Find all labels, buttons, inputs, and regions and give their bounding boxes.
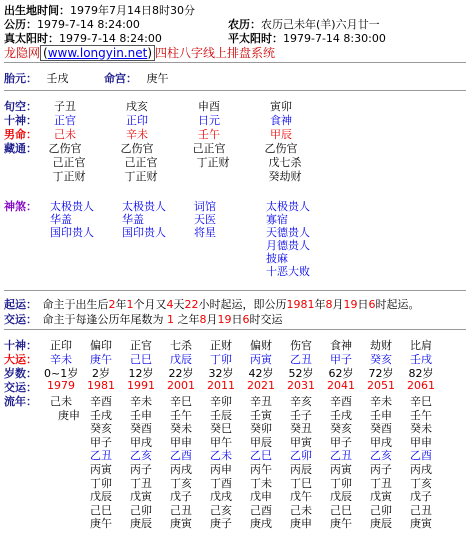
- dayun-age: 62岁: [328, 367, 354, 380]
- dayun-shishen: 七杀: [170, 339, 192, 352]
- shensha-item: 太极贵人: [266, 200, 310, 213]
- pillar-xunkong: 戌亥: [126, 100, 148, 113]
- liunian-item: 戊辰: [90, 490, 112, 504]
- qiyun-months: 1: [126, 298, 134, 311]
- qiyun-hour: 6: [368, 298, 376, 311]
- dayun-shishen: 偏印: [90, 339, 112, 352]
- pillar-canggan: 乙伤官: [264, 142, 298, 155]
- liunian-item: 乙卯: [290, 449, 312, 463]
- liunian-item: 壬戌: [90, 408, 112, 422]
- dayun-age: 0~1岁: [44, 367, 79, 380]
- shensha-item: 寡宿: [266, 213, 288, 226]
- qiyun-label: 起运：: [4, 298, 37, 311]
- dayun-year: 2001: [167, 379, 195, 392]
- shensha-item: 华盖: [50, 213, 72, 226]
- pillar-shishen: 正印: [126, 114, 148, 127]
- site-url-link[interactable]: (www.longyin.net): [40, 45, 155, 61]
- liunian-item: 辛巳: [170, 395, 192, 408]
- pillar-canggan: 乙伤官: [120, 142, 154, 155]
- pillar-canggan: 戊七杀: [268, 156, 302, 169]
- liunian-item: 甲申: [410, 435, 432, 449]
- liunian-item: 庚午: [330, 517, 352, 531]
- liunian-item: 乙酉: [170, 449, 192, 463]
- liunian-item: 辛丑: [250, 395, 272, 408]
- taiyuan-row: [4, 70, 69, 86]
- dayun-shishen: 正印: [50, 339, 72, 352]
- nongli-label: 农历：: [228, 18, 261, 31]
- jiaoyun-mid: 之年: [177, 313, 200, 326]
- dayun-ganzhi: 丁卯: [210, 353, 232, 366]
- liunian-item: 丁卯: [90, 476, 112, 490]
- age-label: 岁数：: [4, 367, 37, 380]
- liunian-item: 丁丑: [130, 476, 152, 490]
- shensha-item: 词馆: [194, 200, 216, 213]
- birth-value: 1979年7月14日8时30分: [70, 4, 195, 17]
- liunian-item: 己巳: [330, 503, 352, 517]
- shensha-item: 太极贵人: [50, 200, 94, 213]
- liunian-item: 庚子: [210, 517, 232, 531]
- liunian-item: 壬子: [290, 408, 312, 422]
- divider: [4, 90, 466, 91]
- liunian-item: 辛酉: [330, 395, 352, 408]
- qiyun-month: 8: [325, 298, 333, 311]
- liunian-item: 癸未: [410, 422, 432, 436]
- liunian-item: 乙酉: [410, 449, 432, 463]
- pillar-shishen: 正官: [54, 114, 76, 127]
- birth-label: 出生地时间：: [4, 4, 70, 17]
- liunian-item: 丙子: [370, 463, 392, 476]
- brand-name: 龙隐网: [4, 46, 41, 60]
- liunian-item: 甲子: [90, 435, 112, 449]
- liunian-item: 庚戌: [250, 517, 272, 531]
- dayun-shishen: 比肩: [410, 339, 432, 352]
- jiaoyun-label: 交运：: [4, 313, 37, 326]
- liunian-item: 乙亥: [130, 449, 152, 463]
- dayun-age: 52岁: [288, 367, 314, 380]
- liunian-item: 癸卯: [250, 422, 272, 436]
- liunian-item: 丁亥: [410, 476, 432, 490]
- liunian-item: 庚辰: [130, 517, 152, 531]
- dayun-shishen: 伤官: [290, 339, 312, 352]
- dayun-shishen-label: 十神：: [4, 339, 37, 352]
- liunian-item: 己丑: [410, 503, 432, 517]
- liunian-item: 乙丑: [330, 449, 352, 463]
- liunian-item: 乙未: [210, 449, 232, 463]
- liunian-item: 丙午: [250, 463, 272, 476]
- shensha-item: 披麻: [266, 252, 288, 265]
- liunian-item: 庚寅: [170, 517, 192, 531]
- dayun-age: 2岁: [92, 367, 110, 380]
- dayun-jiaoyun-label: 交运：: [4, 381, 37, 394]
- jiaoyun-text: [43, 313, 283, 326]
- liunian-item: 丁酉: [210, 476, 232, 490]
- liunian-item: 庚辰: [370, 517, 392, 531]
- dayun-year: 2031: [287, 379, 315, 392]
- liunian-item: 癸亥: [330, 422, 352, 436]
- liunian-item: 癸未: [170, 422, 192, 436]
- liunian-item: 壬午: [170, 408, 192, 422]
- liunian-item: 庚申: [290, 517, 312, 531]
- liunian-item: 己未: [50, 395, 72, 408]
- jiaoyun-month: 8: [199, 313, 207, 326]
- qiyun-t3: 天: [173, 298, 185, 311]
- gender-label: 男命：: [4, 128, 37, 141]
- minggong-label: 命宫：: [104, 72, 137, 85]
- liunian-item: 丙寅: [330, 463, 352, 476]
- liunian-item: 乙丑: [90, 449, 112, 463]
- dayun-label: 大运：: [4, 353, 37, 366]
- shensha-item: 国印贵人: [50, 226, 94, 239]
- liunian-item: 丙戌: [410, 463, 432, 476]
- liunian-item: 丁卯: [330, 476, 352, 490]
- zhen-label: 真太阳时：: [4, 32, 59, 45]
- liunian-item: 甲辰: [250, 435, 272, 449]
- shensha-item: 华盖: [122, 213, 144, 226]
- jiaoyun-t1: 月: [206, 313, 218, 326]
- dayun-shishen: 正官: [130, 339, 152, 352]
- jiaoyun-t3: 时交运: [249, 313, 283, 326]
- liunian-item: 丁亥: [170, 476, 192, 490]
- minggong-value: 庚午: [146, 72, 169, 85]
- dayun-ganzhi: 丙寅: [250, 353, 272, 366]
- pillar-ganzhi: 己未: [54, 128, 76, 141]
- dayun-ganzhi: 癸亥: [370, 353, 392, 366]
- qiyun-pre: 命主于出生后: [42, 298, 109, 311]
- liunian-item: 丁巳: [290, 476, 312, 490]
- site-url-text: www.longyin.net: [47, 46, 148, 60]
- liunian-item: 甲戌: [130, 435, 152, 449]
- qiyun-t7: 日: [357, 298, 369, 311]
- zhen-value: 1979-7-14 8:24:00: [59, 32, 162, 45]
- pillar-canggan: 己正官: [124, 156, 158, 169]
- dayun-year: 2041: [327, 379, 355, 392]
- shensha-item: 天医: [194, 213, 216, 226]
- jiaoyun-hour: 6: [242, 313, 250, 326]
- liunian-item: 丙辰: [290, 463, 312, 476]
- brand-system: 四柱八字线上排盘系统: [155, 46, 276, 60]
- pillar-canggan: 丁正财: [196, 156, 230, 169]
- shensha-item: 国印贵人: [122, 226, 166, 239]
- liunian-item: 癸巳: [210, 422, 232, 436]
- liunian-item: 丁丑: [370, 476, 392, 490]
- liunian-item: 壬午: [410, 408, 432, 422]
- dayun-year: 2011: [207, 379, 235, 392]
- brand-row: [4, 44, 275, 61]
- liunian-item: 辛未: [370, 395, 392, 408]
- liunian-label: 流年：: [4, 395, 37, 408]
- dayun-ganzhi: 壬戌: [410, 353, 432, 366]
- liunian-item: 辛亥: [290, 395, 312, 408]
- shensha-item: 天德贵人: [266, 226, 310, 239]
- liunian-item: 己酉: [250, 503, 272, 517]
- liunian-item: 甲戌: [370, 435, 392, 449]
- dayun-year: 1981: [87, 379, 115, 392]
- pillar-canggan: 癸劫财: [268, 170, 302, 183]
- dayun-year: 2021: [247, 379, 275, 392]
- dayun-shishen: 劫财: [370, 339, 392, 352]
- pillar-canggan: 丁正财: [124, 170, 158, 183]
- divider: [4, 329, 466, 330]
- nongli-value: 农历己未年(羊)六月廿一: [261, 18, 380, 31]
- liunian-item: 己卯: [130, 503, 152, 517]
- liunian-item: 壬寅: [250, 408, 272, 422]
- dayun-year: 1991: [127, 379, 155, 392]
- pillar-canggan: 己正官: [52, 156, 86, 169]
- dayun-year: 1979: [47, 379, 75, 392]
- jiaoyun-day: 19: [217, 313, 232, 326]
- dayun-age: 12岁: [128, 367, 154, 380]
- liunian-item: 辛巳: [410, 395, 432, 408]
- liunian-item: 壬申: [370, 408, 392, 422]
- dayun-age: 82岁: [408, 367, 434, 380]
- jiaoyun-t2: 日: [231, 313, 243, 326]
- pillar-canggan: 己正官: [192, 142, 226, 155]
- pillar-xunkong: 申酉: [198, 100, 220, 113]
- liunian-item: 己巳: [90, 503, 112, 517]
- jiaoyun-row: [4, 311, 283, 327]
- ping-value: 1979-7-14 8:30:00: [283, 32, 386, 45]
- liunian-item: 甲申: [170, 435, 192, 449]
- liunian-item: 丁未: [250, 476, 272, 490]
- qiyun-t8: 时起运。: [375, 298, 420, 311]
- dayun-ganzhi: 庚午: [90, 353, 112, 366]
- liunian-item: 甲寅: [290, 435, 312, 449]
- qiyun-t2: 个月又: [133, 298, 167, 311]
- qiyun-year: 1981: [286, 298, 315, 311]
- gongli-label: 公历：: [4, 18, 37, 31]
- divider: [4, 290, 466, 291]
- liunian-item: 戊寅: [370, 490, 392, 504]
- minggong-row: [104, 70, 169, 86]
- liunian-item: 庚午: [90, 517, 112, 531]
- dayun-ganzhi: 己巳: [130, 353, 152, 366]
- gongli-value: 1979-7-14 8:24:00: [37, 18, 140, 31]
- pillar-canggan: 乙伤官: [48, 142, 82, 155]
- liunian-item: 戊辰: [330, 490, 352, 504]
- liunian-item: 戊寅: [130, 490, 152, 504]
- qiyun-t1: 年: [115, 298, 127, 311]
- shensha-item: 将星: [194, 226, 216, 239]
- qiyun-row: [4, 296, 420, 312]
- dayun-shishen: 正财: [210, 339, 232, 352]
- liunian-item: 戊戌: [210, 490, 232, 504]
- liunian-item: 辛酉: [90, 395, 112, 408]
- qiyun-t6: 月: [332, 298, 344, 311]
- qiyun-hours: 22: [184, 298, 199, 311]
- pillar-xunkong: 寅卯: [270, 100, 292, 113]
- qiyun-days: 4: [166, 298, 174, 311]
- taiyuan-label: 胎元：: [4, 72, 37, 85]
- liunian-item: 己卯: [370, 503, 392, 517]
- liunian-item: 壬辰: [210, 408, 232, 422]
- dayun-age: 22岁: [168, 367, 194, 380]
- dayun-shishen: 偏财: [250, 339, 272, 352]
- liunian-item: 癸丑: [290, 422, 312, 436]
- liunian-item: 辛未: [130, 395, 152, 408]
- liunian-item: 乙巳: [250, 449, 272, 463]
- shensha-item: 太极贵人: [122, 200, 166, 213]
- jiaoyun-digit: 1: [167, 313, 174, 326]
- liunian-item: 癸亥: [90, 422, 112, 436]
- liunian-item: 辛卯: [210, 395, 232, 408]
- pillar-xunkong: 子丑: [54, 100, 76, 113]
- liunian-item: 癸酉: [130, 422, 152, 436]
- dayun-age: 42岁: [248, 367, 274, 380]
- qiyun-t4: 小时起运，即公历: [198, 298, 287, 311]
- dayun-ganzhi: 戊辰: [170, 353, 192, 366]
- qiyun-t5: 年: [314, 298, 326, 311]
- pillar-canggan: 丁正财: [52, 170, 86, 183]
- shensha-item: 十恶大败: [266, 265, 310, 278]
- liunian-item: 壬戌: [330, 408, 352, 422]
- xunkong-label: 旬空：: [4, 100, 37, 113]
- pillar-ganzhi: 壬午: [198, 128, 220, 141]
- qiyun-day: 19: [343, 298, 358, 311]
- dayun-year: 2061: [407, 379, 435, 392]
- dayun-age: 72岁: [368, 367, 394, 380]
- dayun-ganzhi: 乙丑: [290, 353, 312, 366]
- jiaoyun-pre: 命主于每逢公历年尾数为: [42, 313, 164, 326]
- liunian-item: 己丑: [170, 503, 192, 517]
- liunian-item: 丙戌: [170, 463, 192, 476]
- liunian-item: 戊午: [290, 490, 312, 504]
- dayun-shishen: 食神: [330, 339, 352, 352]
- qiyun-text: [43, 298, 420, 311]
- liunian-item: 戊申: [250, 490, 272, 504]
- liunian-item: 己亥: [210, 503, 232, 517]
- shensha-label: 神煞：: [4, 200, 37, 213]
- liunian-item: 壬申: [130, 408, 152, 422]
- liunian-item: 丙申: [210, 463, 232, 476]
- pillar-ganzhi: 辛未: [126, 128, 148, 141]
- qiyun-years: 2: [108, 298, 116, 311]
- shishen-label: 十神：: [4, 114, 37, 127]
- divider: [4, 62, 466, 63]
- pillar-shishen: 食神: [270, 114, 292, 127]
- canggan-label: 藏通：: [4, 142, 37, 155]
- liunian-item: 甲午: [210, 435, 232, 449]
- dayun-age: 32岁: [208, 367, 234, 380]
- dayun-year: 2051: [367, 379, 395, 392]
- liunian-item: 丙寅: [90, 463, 112, 476]
- liunian-item: 庚寅: [410, 517, 432, 531]
- dayun-ganzhi: 辛未: [50, 353, 72, 366]
- dayun-ganzhi: 甲子: [330, 353, 352, 366]
- liunian-item: 乙亥: [370, 449, 392, 463]
- liunian-item: 癸酉: [370, 422, 392, 436]
- liunian-item: 戊子: [170, 490, 192, 504]
- pillar-ganzhi: 甲辰: [270, 128, 292, 141]
- taiyuan-value: 壬戌: [46, 72, 69, 85]
- liunian-item: 甲子: [330, 435, 352, 449]
- liunian-item: 庚申: [58, 408, 80, 422]
- shensha-item: 月德贵人: [266, 239, 310, 252]
- liunian-item: 己未: [290, 503, 312, 517]
- liunian-item: 戊子: [410, 490, 432, 504]
- liunian-item: 丙子: [130, 463, 152, 476]
- ping-label: 平太阳时：: [228, 32, 283, 45]
- pillar-shishen: 日元: [198, 114, 220, 127]
